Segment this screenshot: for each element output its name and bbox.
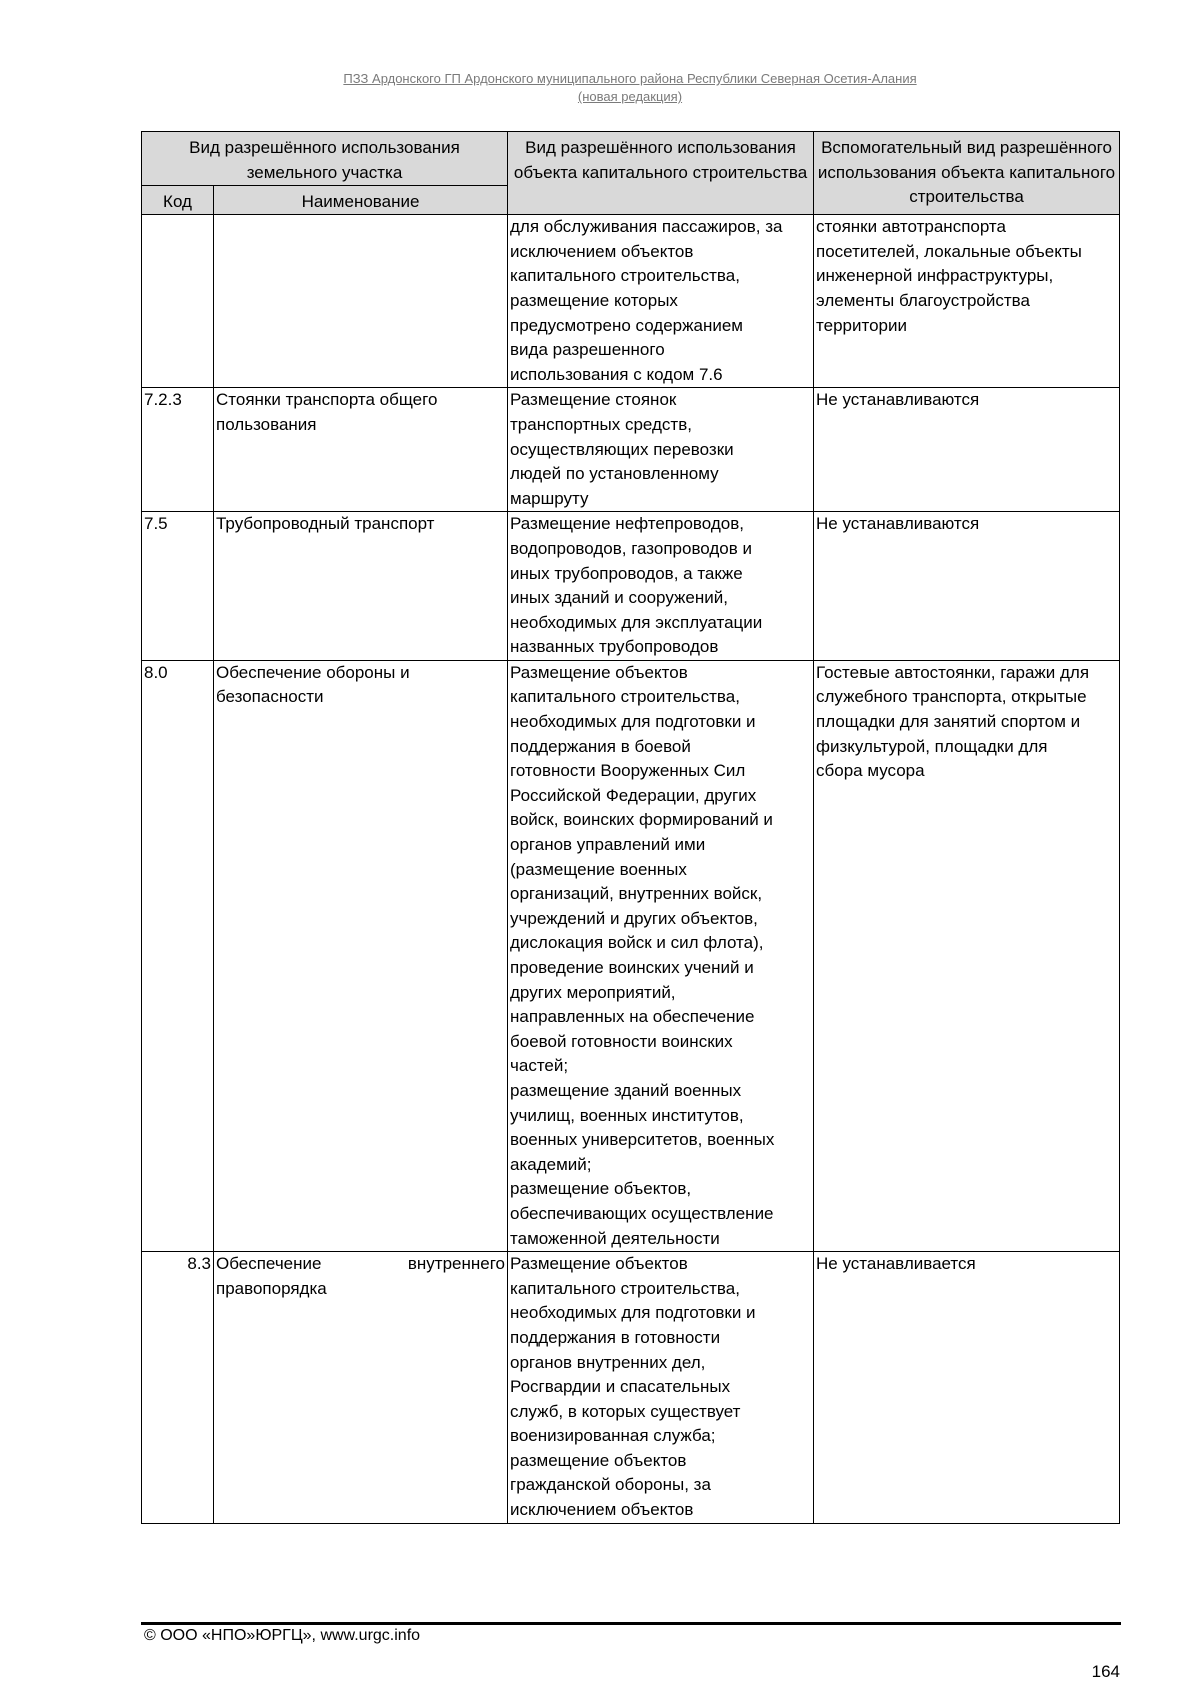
aux-cell: Не устанавливаются	[814, 388, 1120, 512]
table-row	[142, 512, 1120, 661]
auxiliary-use-header: Вспомогательный вид разрешённого использования объекта капитального строительства	[814, 132, 1120, 215]
name-cell	[214, 1252, 508, 1524]
code-cell: 7.5	[142, 512, 214, 661]
footer-copyright: © ООО «НПО»ЮРГЦ», www.urgc.info	[144, 1627, 421, 1644]
name-cell	[214, 215, 508, 388]
name-header: Наименование	[214, 186, 508, 215]
capital-cell: Размещение стоянок транспортных средств, осуществляющих перевозки людей по установленному маршруту	[508, 388, 814, 512]
table-row	[142, 1252, 1120, 1524]
table-row	[142, 388, 1120, 512]
header-line-1: ПЗЗ Ардонского ГП Ардонского муниципального района Республики Северная Осетия-Алания	[343, 71, 917, 86]
capital-cell: для обслуживания пассажиров, за исключением объектов капитального строительства, размещение которых предусмотрено содержанием вида разрешенного использования с кодом 7.6	[508, 215, 814, 388]
aux-cell: Гостевые автостоянки, гаражи для служебного транспорта, открытые площадки для занятий спортом и физкультурой, площадки для сбора мусора	[814, 660, 1120, 1251]
name-line-1	[216, 1252, 505, 1277]
name-cell: Обеспечение обороны и безопасности	[214, 660, 508, 1251]
footer-divider	[141, 1622, 1121, 1625]
name-line-2: правопорядка	[216, 1278, 327, 1298]
name-word-1: Обеспечение	[216, 1254, 322, 1274]
land-use-table	[141, 131, 1120, 1524]
code-cell: 8.3	[142, 1252, 214, 1524]
code-cell: 7.2.3	[142, 388, 214, 512]
capital-cell: Размещение объектов капитального строительства, необходимых для подготовки и поддержания в боевой готовности Вооруженных Сил Российской Федерации, других войск, воинских формирований и органов управлений ими (размещение военных организаций, внутренних войск, учреждений и других объектов, дислокация войск и сил флота), проведение воинских учений и других мероприятий, направленных на обеспечение боевой готовности воинских частей; размещение зданий военных училищ, военных институтов, военных университетов, военных академий; размещение объектов, обеспечивающих осуществление таможенной деятельности	[508, 660, 814, 1251]
aux-cell: стоянки автотранспорта посетителей, локальные объекты инженерной инфраструктуры, элементы благоустройства территории	[814, 215, 1120, 388]
capital-object-header: Вид разрешённого использования объекта капитального строительства	[508, 132, 814, 215]
aux-cell: Не устанавливается	[814, 1252, 1120, 1524]
land-use-header: Вид разрешённого использования земельного участка	[142, 132, 508, 186]
capital-cell: Размещение объектов капитального строительства, необходимых для подготовки и поддержания в готовности органов внутренних дел, Росгвардии и спасательных служб, в которых существует военизированная служба; размещение объектов гражданской обороны, за исключением объектов	[508, 1252, 814, 1524]
capital-cell: Размещение нефтепроводов, водопроводов, газопроводов и иных трубопроводов, а также иных зданий и сооружений, необходимых для эксплуатации названных трубопроводов	[508, 512, 814, 661]
code-header: Код	[142, 186, 214, 215]
page-number: 164	[1091, 1662, 1120, 1681]
aux-cell: Не устанавливаются	[814, 512, 1120, 661]
name-word-2: внутреннего	[407, 1254, 506, 1274]
header-line-2: (новая редакция)	[577, 89, 683, 104]
name-cell: Стоянки транспорта общего пользования	[214, 388, 508, 512]
name-cell: Трубопроводный транспорт	[214, 512, 508, 661]
table-row	[142, 660, 1120, 1251]
code-cell: 8.0	[142, 660, 214, 1251]
table-header-row	[142, 132, 1120, 186]
page-header	[130, 70, 1130, 106]
table-row	[142, 215, 1120, 388]
code-cell	[142, 215, 214, 388]
